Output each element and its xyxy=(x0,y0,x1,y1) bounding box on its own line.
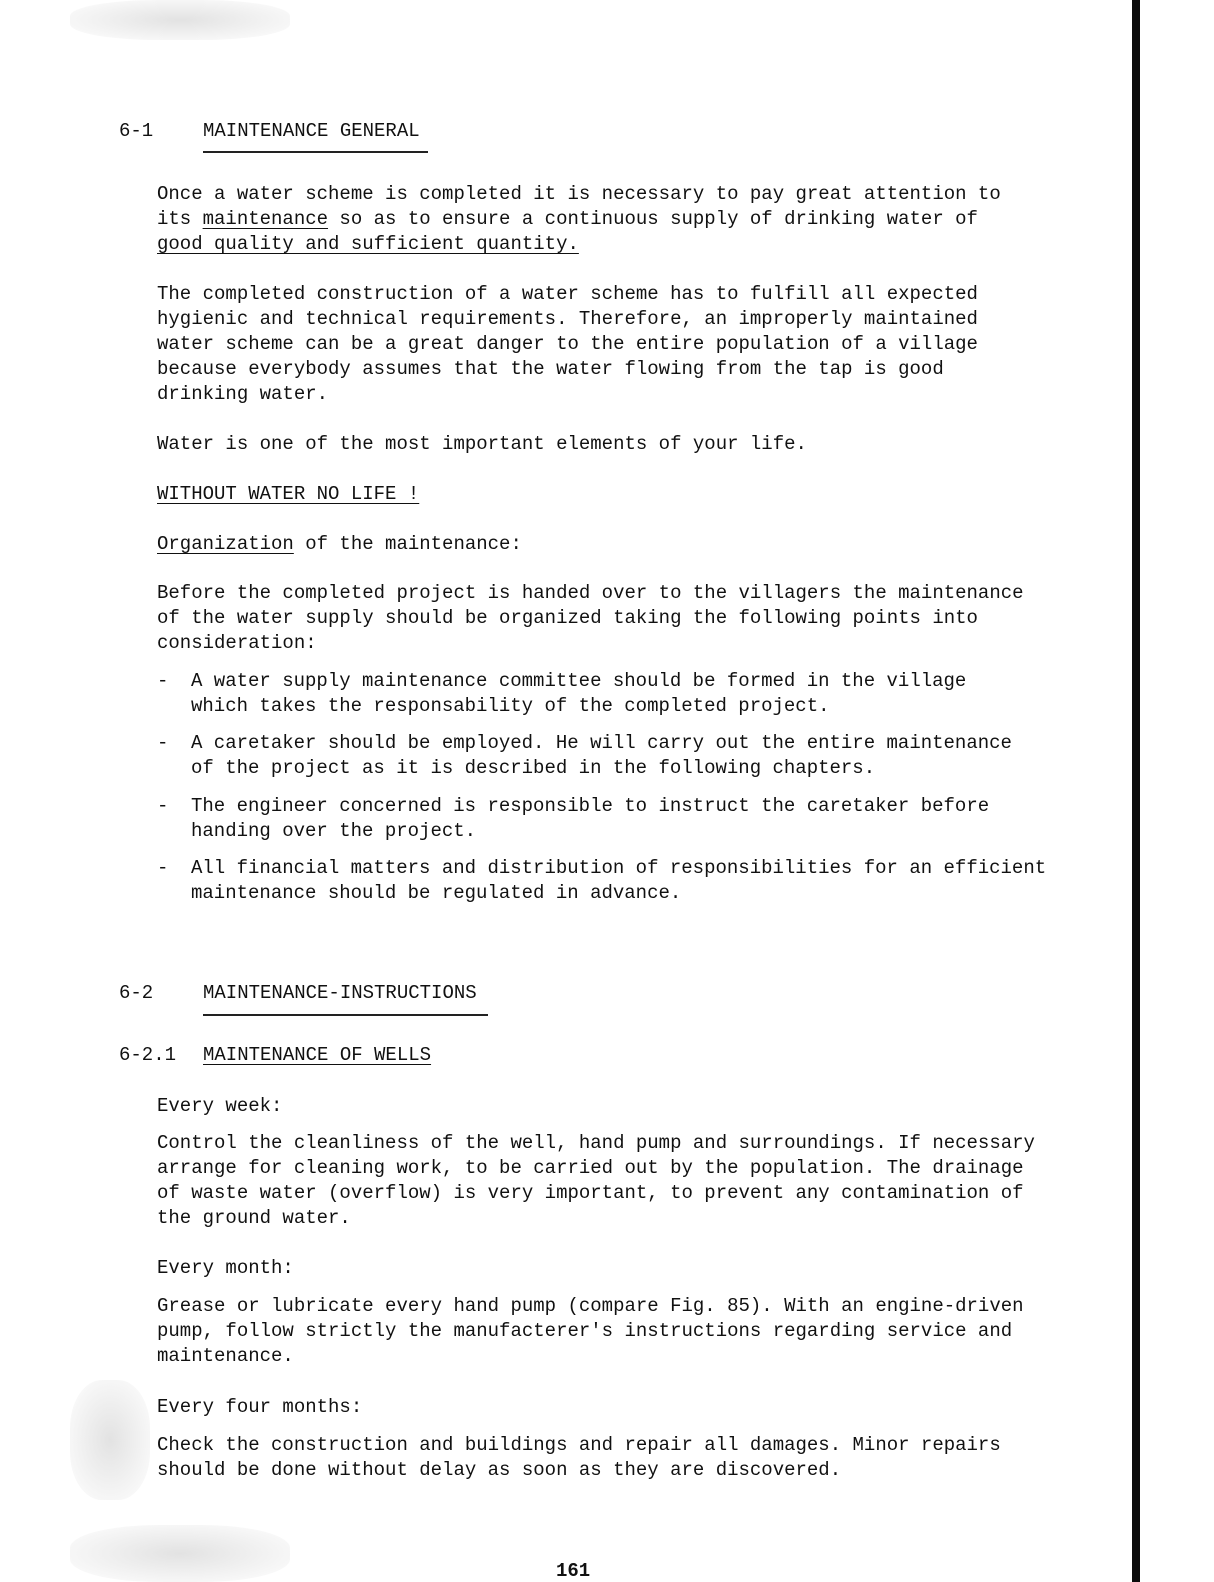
emphasis-maintenance: maintenance xyxy=(202,208,329,230)
organization-heading: Organization of the maintenance: xyxy=(157,533,522,555)
label-every-month: Every month: xyxy=(157,1257,294,1279)
paragraph-monthly: Grease or lubricate every hand pump (compare Fig. 85). With an engine-driven pump, follow strictly the manufacterer's instructions regarding service and maintenance. xyxy=(157,1295,1024,1367)
section-number: 6-2 xyxy=(119,982,154,1004)
scan-smudge xyxy=(70,0,290,40)
scan-smudge xyxy=(70,1525,290,1582)
label-every-week: Every week: xyxy=(157,1095,283,1117)
slogan: WITHOUT WATER NO LIFE ! xyxy=(157,483,420,505)
page-edge-shadow xyxy=(1132,0,1140,1582)
section-number: 6-1 xyxy=(119,120,154,142)
label-every-four-months: Every four months: xyxy=(157,1396,363,1418)
scan-smudge xyxy=(70,1380,150,1500)
section-title: MAINTENANCE GENERAL xyxy=(203,120,420,142)
subsection-title: MAINTENANCE OF WELLS xyxy=(203,1044,432,1066)
subsection-number: 6-2.1 xyxy=(119,1044,177,1066)
title-underline xyxy=(203,151,428,153)
paragraph-before-handover: Before the completed project is handed over to the villagers the maintenance of the water supply should be organized taking the following points into consideration: xyxy=(157,582,1024,654)
paragraph-weekly: Control the cleanliness of the well, hand pump and surroundings. If necessary arrange for cleaning work, to be carried out by the population. The drainage of waste water (overflow) is very important, to prevent any contamination of the ground water. xyxy=(157,1132,1035,1229)
emphasis-quality: good quality and sufficient quantity. xyxy=(157,233,579,255)
section-title: MAINTENANCE-INSTRUCTIONS xyxy=(203,982,477,1004)
paragraph-requirements: The completed construction of a water scheme has to fulfill all expected hygienic and technical requirements. Therefore, an improperly maintained water scheme can be a great danger to the entire population of a village because everybody assumes that the water flowing from the tap is good drinking water. xyxy=(157,283,978,405)
title-underline xyxy=(203,1014,488,1016)
paragraph-intro: Once a water scheme is completed it is necessary to pay great attention to its maintenance so as to ensure a continuous supply of drinking water of good quality and sufficient quantity. xyxy=(157,183,1001,255)
page-number: 161 xyxy=(556,1560,591,1582)
paragraph-four-monthly: Check the construction and buildings and repair all damages. Minor repairs should be done without delay as soon as they are discovered. xyxy=(157,1434,1001,1481)
document-page: 6-1 MAINTENANCE GENERAL Once a water scheme is completed it is necessary to pay great attention to its maintenance so as to ensure a continuous supply of drinking water of good quality and sufficient quantity. The completed construction of a water scheme has to fulfill all expected hygienic and technical requirements. Therefore, an improperly maintained water scheme can be a great danger to the entire population of a village because everybody assumes that the water flowing from the tap is good drinking water. Water is one of the most important elements of your life. WITHOUT WATER NO LIFE ! Organization of the maintenance: Before the completed project is handed over to the villagers the maintenance of the water supply should be organized taking the following points into consideration: - A water supply maintenance committee should be formed in the village which takes the responsability of the completed project. - A caretaker should be employed. He will carry out the entire maintenance of the project as it is described in the following chapters. - The engineer concerned is responsible to instruct the caretaker before handing over the project. - All financial matters and distribution of responsibilities for an efficient maintenance should be regulated in advance. 6-2 MAINTENANCE-INSTRUCTIONS 6-2.1 MAINTENANCE OF WELLS Every week: Control the cleanliness of the well, hand pump and surroundings. If necessary arrange for cleaning work, to be carried out by the population. The drainage of waste water (overflow) is very important, to prevent any contamination of the ground water. Every month: Grease or lubricate every hand pump (compare Fig. 85). With an engine-driven pump, follow strictly the manufacterer's instructions regarding service and maintenance. Every four months: Check the construction and buildings and repair all damages. Minor repairs should be done without delay as soon as they are discovered. 161 xyxy=(0,0,1214,1582)
paragraph-water-importance: Water is one of the most important elements of your life. xyxy=(157,433,807,455)
